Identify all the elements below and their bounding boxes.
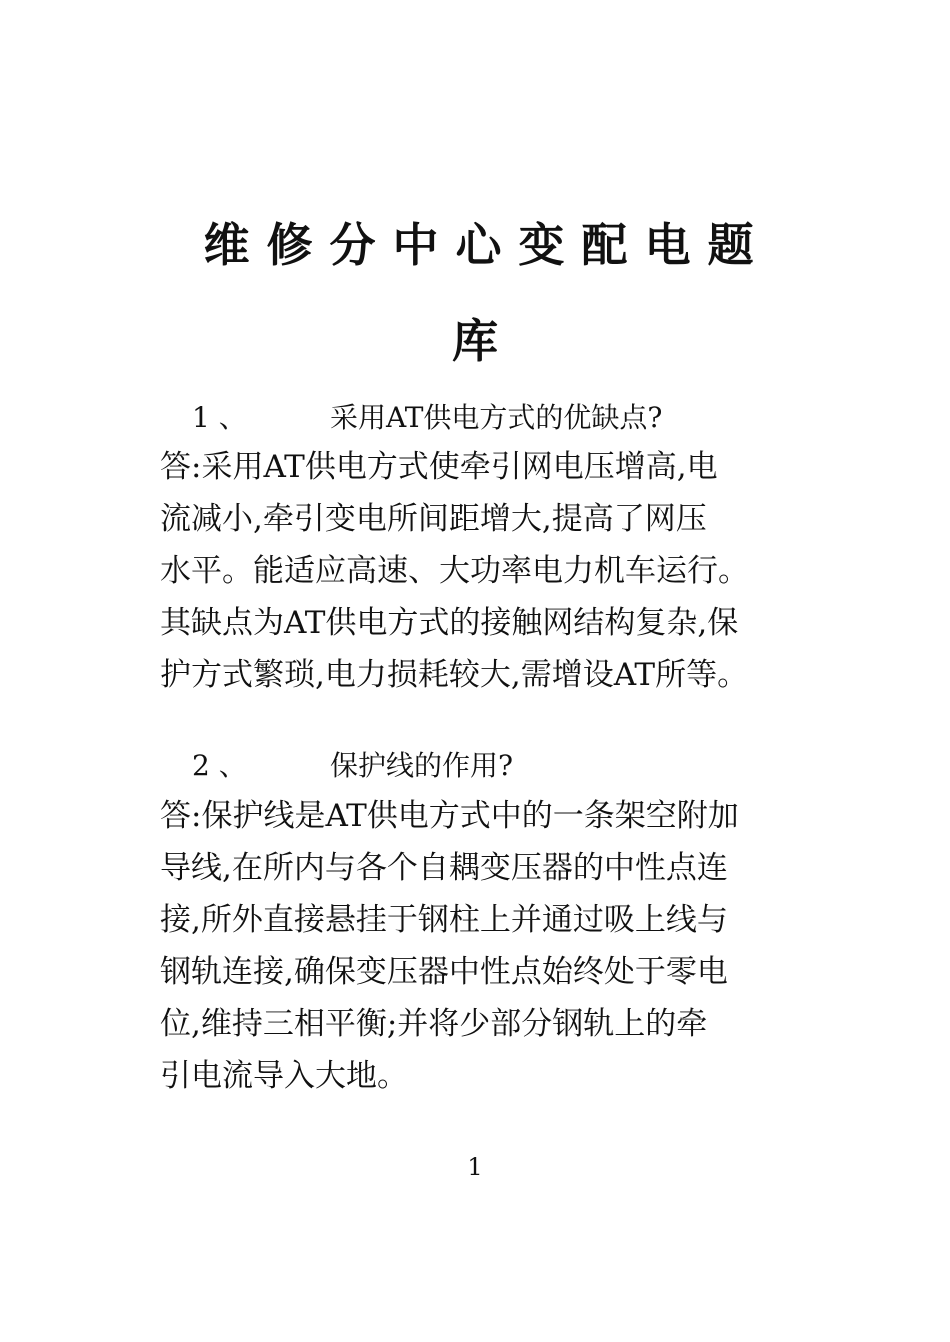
answer-1-line: 答:采用AT供电方式使牵引网电压增高,电 [160,449,718,485]
answer-2-line: 钢轨连接,确保变压器中性点始终处于零电 [160,954,728,990]
answer-2-line: 引电流导入大地。 [160,1058,408,1094]
question-1-text: 采用AT供电方式的优缺点? [330,401,663,434]
question-2-number: 2 、 [192,749,247,782]
answer-2-line: 答:保护线是AT供电方式中的一条架空附加 [160,798,739,834]
answer-2-line: 位,维持三相平衡;并将少部分钢轨上的牵 [160,1006,708,1042]
answer-2-line: 接,所外直接悬挂于钢柱上并通过吸上线与 [160,902,728,938]
answer-1-line: 其缺点为AT供电方式的接触网结构复杂,保 [160,605,739,641]
document-title-line-2: 库 [452,314,498,368]
answer-2 [160,790,820,1102]
question-1-heading [192,401,663,434]
question-2-heading [192,749,514,782]
answer-2-line: 导线,在所内与各个自耦变压器的中性点连 [160,850,728,886]
page-number: 1 [467,1153,483,1181]
answer-1-line: 流减小,牵引变电所间距增大,提高了网压 [160,501,707,537]
answer-1-line: 护方式繁琐,电力损耗较大,需增设AT所等。 [160,657,749,693]
answer-1 [160,441,820,701]
document-title-line-1: 维修分中心变配电题 [203,218,771,272]
question-2-text: 保护线的作用? [330,749,514,782]
question-1-number: 1 、 [192,401,247,434]
answer-1-line: 水平。能适应高速、大功率电力机车运行。 [160,553,749,589]
